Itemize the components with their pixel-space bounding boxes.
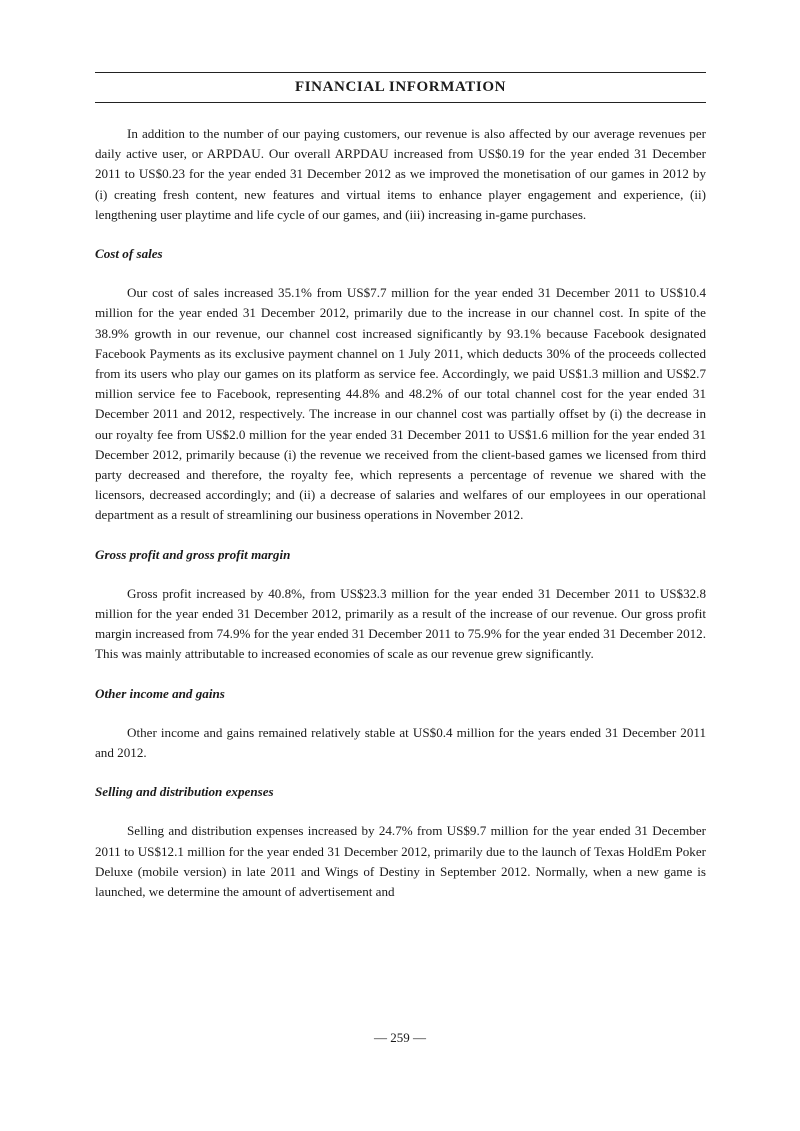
page-title: FINANCIAL INFORMATION — [294, 79, 507, 95]
heading-cost-of-sales: Cost of sales — [95, 246, 163, 262]
heading-selling-distribution: Selling and distribution expenses — [95, 784, 274, 800]
heading-other-income: Other income and gains — [95, 685, 225, 701]
header-rule-top — [95, 72, 706, 73]
paragraph-selling-distribution: Selling and distribution expenses increased by 24.7% from US$9.7 million for the year ended 31 December 2011 to US$12.1 million for the year ended 31 December 2012, primarily due to the launch of Texas HoldEm Poker Deluxe (mobile version) in late 2011 and Wings of Destiny in September 2012. Normally, when a new game is launched, we determine the amount of advertisement and — [95, 823, 706, 900]
page-number: — 259 — — [374, 1030, 426, 1045]
heading-gross-profit: Gross profit and gross profit margin — [95, 546, 291, 562]
paragraph-arpdau: In addition to the number of our paying customers, our revenue is also affected by our average revenues per daily active user, or ARPDAU. Our overall ARPDAU increased from US$0.19 for the year ended 31 December 2011 to US$0.23 for the year ended 31 December 2012 as we improved the monetisation of our games in 2012 by (i) creating fresh content, new features and virtual items to enhance player engagement and experience, (ii) lengthening user playtime and life cycle of our games, and (iii) increasing in-game purchases. — [95, 126, 706, 222]
document-body — [95, 124, 706, 902]
paragraph-gross-profit: Gross profit increased by 40.8%, from US$23.3 million for the year ended 31 December 2011 to US$32.8 million for the year ended 31 December 2012, primarily as a result of the increase of our revenue. Our gross profit margin increased from 74.9% for the year ended 31 December 2011 to 75.9% for the year ended 31 December 2012. This was mainly attributable to increased economies of scale as our revenue grew significantly. — [95, 585, 706, 662]
paragraph-cost-of-sales: Our cost of sales increased 35.1% from US$7.7 million for the year ended 31 December 2011 to US$10.4 million for the year ended 31 December 2012, primarily due to the increase in our channel cost. In spite of the 38.9% growth in our revenue, our channel cost increased significantly by 93.1% because Facebook designated Facebook Payments as its exclusive payment channel on 1 July 2011, which deducts 30% of the proceeds collected from its users who play our games on its platform as service fee. Accordingly, we paid US$1.3 million and US$2.7 million service fee to Facebook, representing 44.8% and 48.2% of our total channel cost for the year ended 31 December 2011 and 2012, respectively. The increase in our channel cost was partially offset by (i) the decrease in our royalty fee from US$2.0 million for the year ended 31 December 2011 to US$1.6 million for the year ended 31 December 2012, primarily because (i) the revenue we received from the client-based games we licensed from third party decreased and therefore, the royalty fee, which represents a percentage of revenue we shared with the licensors, decreased accordingly; and (ii) a decrease of salaries and welfares of our employees in our operational department as a result of streamlining our business operations in November 2012. — [95, 285, 706, 523]
header-rule-bottom — [95, 102, 706, 103]
paragraph-other-income: Other income and gains remained relatively stable at US$0.4 million for the years ended 31 December 2011 and 2012. — [95, 724, 706, 761]
